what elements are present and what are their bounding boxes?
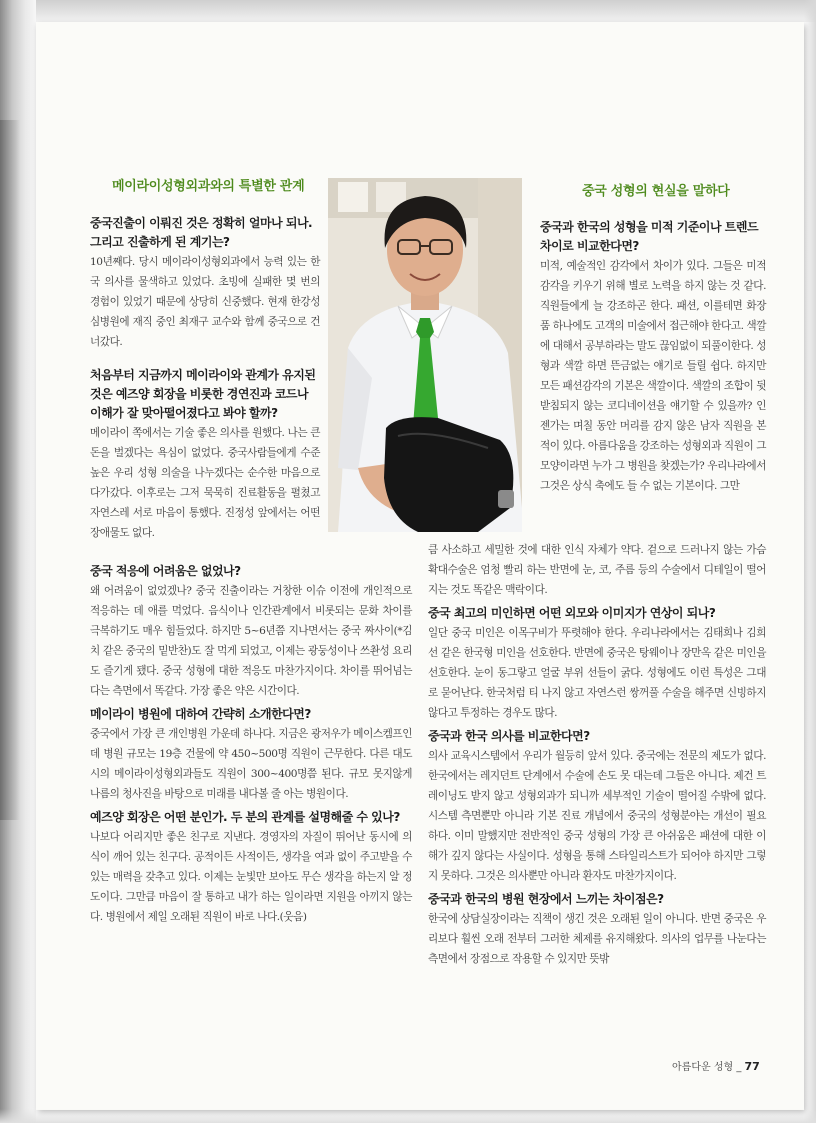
answer: 10년째다. 당시 메이라이성형외과에서 능력 있는 한국 의사를 물색하고 있었다. 초빙에 실패한 몇 번의 경험이 있었기 때문에 상당히 신중했다. 현재 한강성심병원에 재직 중인 최재구 교수와 함께 중국으로 건너갔다. (90, 256, 320, 348)
question: 중국 적응에 어려움은 없었나? (90, 564, 241, 578)
scan-shadow-right (804, 0, 816, 1123)
question: 중국진출이 이뤄진 것은 정확히 얼마나 되나. 그리고 진출하게 된 계기는? (90, 216, 313, 249)
footer-magazine-name: 아름다운 성형 _ (672, 1062, 742, 1073)
answer: 한국에 상담실장이라는 직책이 생긴 것은 오래된 일이 아니다. 반면 중국은 우리보다 훨씬 오래 전부터 그러한 체제를 유지해왔다. 의사의 업무를 나눈다는 측면에서 장점으로 작용할 수 있지만 뜻밖 (428, 913, 766, 965)
answer: 큼 사소하고 세밀한 것에 대한 인식 자체가 약다. 겉으로 드러나지 않는 가슴 확대수술은 엄청 빨리 하는 반면에 눈, 코, 주름 등의 수술에서 디테일이 떨어지는 것도 똑같은 맥락이다. (428, 544, 766, 596)
qa-block (90, 214, 320, 352)
question: 중국 최고의 미인하면 어떤 외모와 이미지가 연상이 되나? (428, 606, 716, 620)
doctor-portrait-photo (328, 178, 522, 532)
left-column (90, 214, 320, 547)
question: 중국과 한국 의사를 비교한다면? (428, 729, 590, 743)
left-section-title: 메이라이성형외과와의 특별한 관계 (112, 179, 305, 194)
left-lower-column (90, 562, 412, 931)
question: 예즈양 회장은 어떤 분인가. 두 분의 관계를 설명해줄 수 있나? (90, 810, 400, 824)
scan-shadow-bottom (0, 1109, 816, 1123)
page-footer (672, 1058, 760, 1073)
qa-block (90, 808, 412, 927)
qa-block (540, 218, 766, 496)
qa-block (90, 562, 412, 701)
page-number: 77 (744, 1060, 760, 1073)
qa-block (90, 705, 412, 804)
previous-page-shadow (0, 120, 20, 820)
question: 중국과 한국의 병원 현장에서 느끼는 차이점은? (428, 892, 664, 906)
scan-background-top (0, 0, 816, 22)
answer: 일단 중국 미인은 이목구비가 뚜렷해야 한다. 우리나라에서는 김태희나 김희선 같은 한국형 미인을 선호한다. 반면에 중국은 탕웨이나 장만옥 같은 미인을 선호한다. 눈이 동그랗고 얼굴 부위 선들이 굵다. 성형에도 이런 특성은 그대로 묻어난다. 한국처럼 티 나지 않고 자연스런 쌍꺼풀 수술을 해주면 신빙하지 않다고 투정하는 경우도 많다. (428, 627, 766, 719)
answer: 미적, 예술적인 감각에서 차이가 있다. 그들은 미적 감각을 키우기 위해 별로 노력을 하지 않는 것 같다. 직원들에게 늘 강조하곤 한다. 패션, 이를테면 화장품 하나에도 고객의 미술에서 접근해야 한다고. 색깔에 대해서 공부하라는 말도 끊임없이 되풀이한다. 성형과 색깔 하면 뜬금없는 얘기로 들릴 쉽다. 하지만 모든 패션감각의 기본은 색깔이다. 색깔의 조합이 뒷받침되지 않는 코디네이션을 얘기할 수 있을까? 인젠가는 며칠 동안 머리를 감지 않은 남자 직원을 본 적이 있다. 아름다움을 강조하는 성형외과 직원이 그 모양이라면 누가 그 병원을 찾겠는가? 우리나라에서 그것은 상식 축에도 들 수 없는 기본이다. 그만 (540, 260, 766, 492)
qa-block (428, 727, 766, 886)
answer: 중국에서 가장 큰 개인병원 가운데 하나다. 지금은 광저우가 메이스켐프인데 병원 규모는 19층 건물에 약 450~500명 직원이 근무한다. 다른 대도시의 메이라이성형외과들도 직원이 300~400명쯤 된다. 규모 못지않게 나름의 청사진을 바탕으로 미래를 내다볼 줄 아는 병원이다. (90, 728, 412, 800)
right-upper-column (540, 218, 766, 500)
answer: 왜 어려움이 없었겠나? 중국 진출이라는 거창한 이슈 이전에 개인적으로 적응하는 데 애를 먹었다. 음식이나 인간관계에서 비롯되는 문화 차이를 극복하기도 매우 힘들었다. 하지만 5~6년쯤 지나면서는 중국 짜사이(*김치 같은 중국의 밑반찬)도 잘 먹게 되었고, 이제는 광둥성이나 쓰촨성 요리도 즐기게 됐다. 중국 성형에 대한 적응도 마찬가지이다. 차이를 뛰어넘는다는 측면에서 똑같다. 가장 좋은 약은 시간이다. (90, 585, 412, 697)
qa-block (90, 366, 320, 543)
portrait-illustration (328, 178, 522, 532)
question: 메이라이 병원에 대하여 간략히 소개한다면? (90, 707, 311, 721)
qa-block (428, 604, 766, 723)
right-section-title: 중국 성형의 현실을 말하다 (582, 184, 730, 199)
qa-block (428, 890, 766, 969)
answer: 나보다 어리지만 좋은 친구로 지낸다. 경영자의 자질이 뛰어난 동시에 의식이 깨어 있는 친구다. 공적이든 사적이든, 생각을 여과 없이 주고받을 수 있는 매력을 갖추고 있다. 이제는 눈빛만 보아도 무슨 생각을 하는지 알 정도이다. 그만큼 마음이 잘 통하고 내가 하는 일이라면 지원을 아끼지 않는다. 병원에서 제일 오래된 직원이 바로 나다.(웃음) (90, 831, 412, 923)
answer: 메이라이 쪽에서는 기술 좋은 의사를 원했다. 나는 큰돈을 벌겠다는 욕심이 없었다. 중국사람들에게 수준 높은 우리 성형 의술을 나누겠다는 순수한 마음으로 다가갔다. 이후로는 그저 묵묵히 진료활동을 펼쳤고 자연스레 서로 마음이 통했다. 진정성 앞에서는 어떤 장애물도 없다. (90, 427, 320, 539)
question: 처음부터 지금까지 메이라이와 관계가 유지된 것은 예즈양 회장을 비롯한 경연진과 코드나 이해가 잘 맞아떨어졌다고 봐야 할까? (90, 368, 316, 420)
qa-block (428, 540, 766, 600)
right-lower-column (428, 540, 766, 973)
question: 중국과 한국의 성형을 미적 기준이나 트렌드 차이로 비교한다면? (540, 220, 759, 253)
answer: 의사 교육시스템에서 우리가 월등히 앞서 있다. 중국에는 전문의 제도가 없다. 한국에서는 레지던트 단계에서 수술에 손도 못 대는데 그들은 아니다. 제건 트레이닝도 받지 않고 성형외과가 되니까 세부적인 기술이 떨어질 수밖에 없다. 시스템 측면뿐만 아니라 기본 진료 개념에서 중국의 성형분야는 개선이 필요하다. 이미 말했지만 전반적인 중국 성형의 가장 큰 아쉬움은 패션에 대한 이해가 깊지 않다는 사실이다. 성형을 통해 스타일리스트가 되어야 하지만 그렇지 못하다. 그것은 의사뿐만 아니라 환자도 마찬가지이다. (428, 750, 766, 882)
